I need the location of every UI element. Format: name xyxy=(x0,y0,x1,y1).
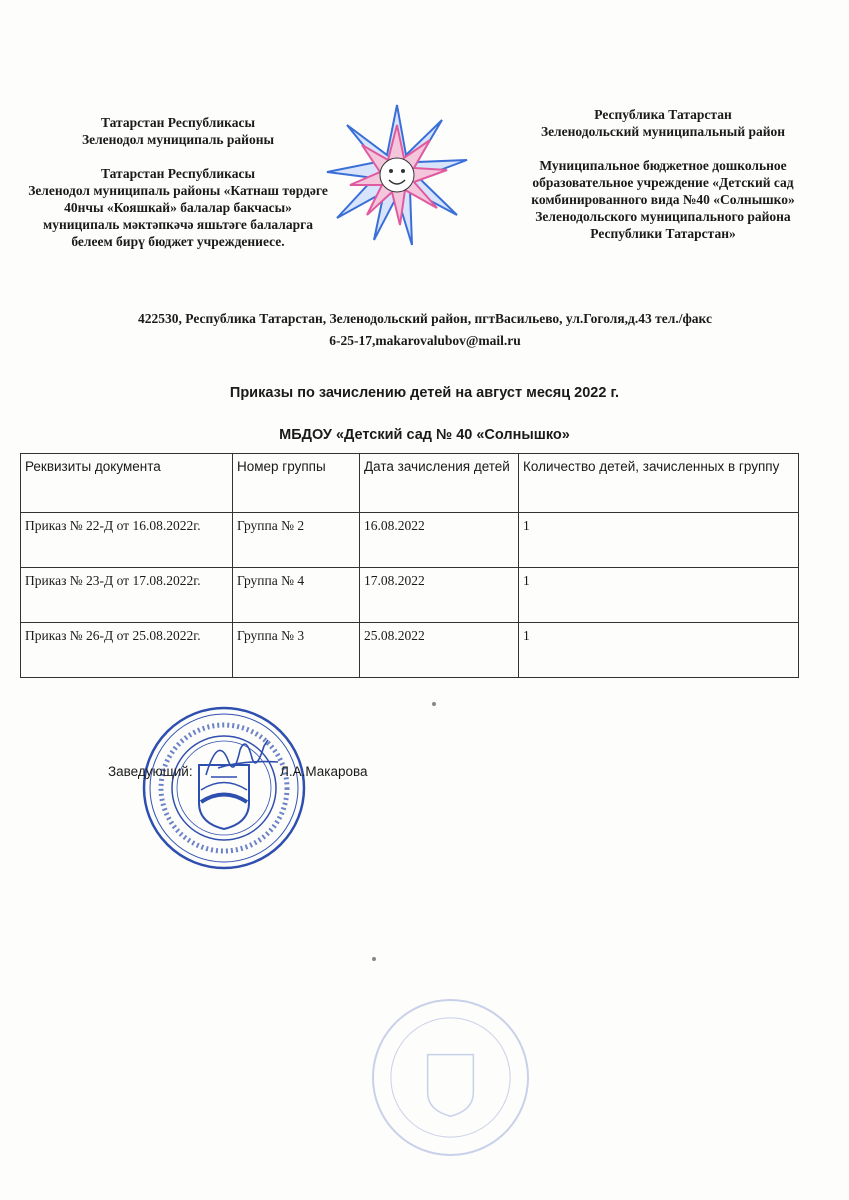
scan-speck xyxy=(372,957,376,961)
document-title: Приказы по зачислению детей на август месяц 2022 г. xyxy=(229,385,620,401)
cell-group: Группа № 2 xyxy=(233,513,360,568)
cell-date: 17.08.2022 xyxy=(360,568,519,623)
table-header-row xyxy=(21,454,799,513)
faded-stamp-icon xyxy=(368,995,533,1160)
cell-document: Приказ № 26-Д от 25.08.2022г. xyxy=(21,623,233,678)
table-row xyxy=(21,623,799,678)
cell-count: 1 xyxy=(519,513,799,568)
col-header-count: Количество детей, зачисленных в группу xyxy=(519,454,799,513)
header-left-line4: Зеленодол муниципаль районы «Катнаш төрдәге 40нчы «Кояшкай» балалар бакчасы» муниципаль мәктәпкәчә яшьтәге балаларга белеем бирү бюджет учреждениесе. xyxy=(28,183,328,249)
header-right xyxy=(512,106,814,242)
col-header-document: Реквизиты документа xyxy=(21,454,233,513)
signatory-role: Заведующий: xyxy=(108,764,193,779)
address-block xyxy=(40,308,810,352)
header-left-line2: Зеленодол муниципаль районы xyxy=(81,132,275,147)
header-left-line1: Татарстан Республикасы xyxy=(100,115,255,130)
sun-logo-icon xyxy=(322,100,472,250)
enrollment-table xyxy=(20,453,799,678)
address-line2: 6-25-17,makarovalubov@mail.ru xyxy=(329,333,521,348)
header-right-line3: Муниципальное бюджетное дошкольное образовательное учреждение «Детский сад комбинированного вида №40 «Солнышко» Зеленодольского муниципального района Республики Татарстан» xyxy=(531,158,795,241)
cell-date: 16.08.2022 xyxy=(360,513,519,568)
cell-group: Группа № 3 xyxy=(233,623,360,678)
signature-icon xyxy=(198,730,288,790)
header-right-line2: Зеленодольский муниципальный район xyxy=(540,124,786,139)
address-line1: 422530, Республика Татарстан, Зеленодольский район, пгтВасильево, ул.Гоголя,д.43 тел./факс xyxy=(138,311,712,326)
scan-speck xyxy=(432,702,436,706)
header-left-line3: Татарстан Республикасы xyxy=(100,166,255,181)
col-header-date: Дата зачисления детей xyxy=(360,454,519,513)
col-header-group: Номер группы xyxy=(233,454,360,513)
cell-group: Группа № 4 xyxy=(233,568,360,623)
header-left xyxy=(28,114,328,250)
cell-document: Приказ № 23-Д от 17.08.2022г. xyxy=(21,568,233,623)
header-right-line1: Республика Татарстан xyxy=(594,107,732,122)
signatory-name: Л.А.Макарова xyxy=(280,764,368,779)
document-subtitle: МБДОУ «Детский сад № 40 «Солнышко» xyxy=(279,427,570,443)
table-row xyxy=(21,568,799,623)
cell-document: Приказ № 22-Д от 16.08.2022г. xyxy=(21,513,233,568)
cell-count: 1 xyxy=(519,623,799,678)
cell-count: 1 xyxy=(519,568,799,623)
cell-date: 25.08.2022 xyxy=(360,623,519,678)
table-row xyxy=(21,513,799,568)
